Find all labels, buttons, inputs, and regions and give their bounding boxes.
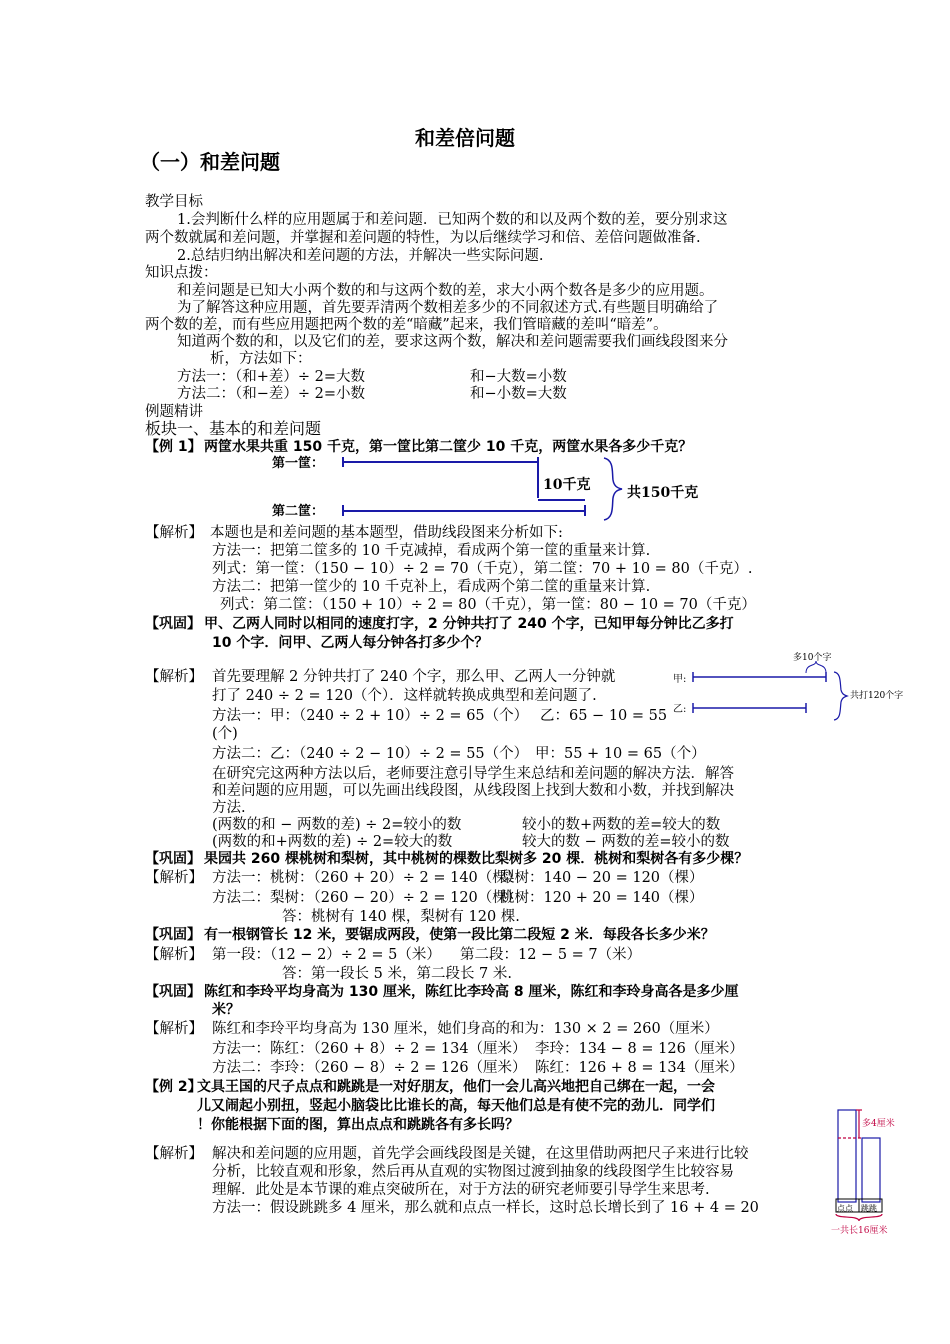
consolidation-4-sol-1: 陈红和李玲平均身高为 130 厘米，她们身高的和为：130 × 2 = 260（厘米） xyxy=(212,1021,719,1037)
example-1-solution-tag: 【解析】 xyxy=(145,525,203,541)
knowledge-p2a: 为了解答这种应用题，首先要弄清两个数相差多少的不同叙述方式.有些题目明确给了 xyxy=(177,300,719,316)
diagram3-tiao-label: 跳跳 xyxy=(861,1204,877,1213)
method-1-small: 和−大数=小数 xyxy=(470,369,567,385)
diagram3-more-label: 多4厘米 xyxy=(862,1119,895,1129)
section-heading: （一）和差问题 xyxy=(140,150,280,174)
example-2-solution-tag: 【解析】 xyxy=(145,1146,203,1162)
consolidation-3-sol-1a: 第一段：（12 − 2）÷ 2 = 5（米） xyxy=(212,947,441,963)
segment-diagram-1 xyxy=(343,457,622,520)
example-2-sol-1: 解决和差问题的应用题，首先学会画线段图是关键，在这里借助两把尺子来进行比较 xyxy=(212,1146,749,1162)
example-1-sol-5: 列式：第二筐：（150 + 10）÷ 2 = 80（千克），第一筐：80 − 10 = 70（千克） xyxy=(220,597,756,613)
consolidation-1-sol-3b: 乙：65 − 10 = 55 xyxy=(540,708,668,724)
example-1-sol-2: 方法一：把第二筐多的 10 千克减掉，看成两个第一筐的重量来计算. xyxy=(212,543,651,559)
consolidation-1-sol-2: 打了 240 ÷ 2 = 120（个）．这样就转换成典型和差问题了. xyxy=(212,688,597,704)
diagram1-diff-label: 10千克 xyxy=(543,477,591,493)
consolidation-1-sol-4b: 甲：55 + 10 = 65（个） xyxy=(535,746,706,762)
goal-line-2: 两个数就属和差问题，并掌握和差问题的特性，为以后继续学习和倍、差倍问题做准备. xyxy=(145,230,701,246)
example-2-q3: ！你能根据下面的图，算出点点和跳跳各有多长吗？ xyxy=(197,1117,519,1133)
examples-heading: 例题精讲 xyxy=(145,404,203,420)
consolidation-1-sol-6: 和差问题的应用题，可以先画出线段图，从线段图上找到大数和小数，并找到解决 xyxy=(212,783,734,799)
consolidation-2-sol-1b: 梨树：140 − 20 = 120（棵） xyxy=(500,870,704,886)
consolidation-1-sol-5: 在研究完这两种方法以后，老师要注意引导学生来总结和差问题的解决方法．解答 xyxy=(212,766,734,782)
goal-heading: 教学目标 xyxy=(145,194,203,210)
consolidation-4-tag: 【巩固】 xyxy=(145,984,201,1000)
consolidation-1-sol-4a: 方法二：乙：（240 ÷ 2 − 10）÷ 2 = 55（个） xyxy=(212,746,529,762)
consolidation-4-sol-3a: 方法二：李玲：（260 − 8）÷ 2 = 126（厘米） xyxy=(212,1060,527,1076)
example-2-q1: 文具王国的尺子点点和跳跳是一对好朋友，他们一会儿高兴地把自己绑在一起，一会 xyxy=(197,1079,715,1095)
block-heading: 板块一、基本的和差问题 xyxy=(145,419,322,438)
consolidation-1-sol-3c: (个) xyxy=(212,726,238,742)
consolidation-4-q1: 陈红和李玲平均身高为 130 厘米，陈红比李玲高 8 厘米，陈红和李玲身高各是多少厘 xyxy=(204,984,739,1000)
consolidation-2-tag: 【巩固】 xyxy=(145,851,201,867)
knowledge-p3b: 析，方法如下： xyxy=(210,351,312,367)
consolidation-4-sol-3b: 陈红：126 + 8 = 134（厘米） xyxy=(535,1060,744,1076)
knowledge-p1: 和差问题是已知大小两个数的和与这两个数的差，求大小两个数各是多少的应用题。 xyxy=(177,283,714,299)
formula-1-right: 较小的数+两数的差=较大的数 xyxy=(522,817,721,833)
example-1-sol-3: 列式：第一筐：（150 − 10）÷ 2 = 70（千克），第二筐：70 + 10 = 80（千克）. xyxy=(212,561,753,577)
consolidation-2-solution-tag: 【解析】 xyxy=(145,870,203,886)
example-2-sol-2: 分析，比较直观和形象，然后再从直观的实物图过渡到抽象的线段图学生比较容易 xyxy=(212,1164,734,1180)
consolidation-1-sol-3a: 方法一：甲：（240 ÷ 2 + 10）÷ 2 = 65（个） xyxy=(212,708,529,724)
consolidation-1-q1: 甲、乙两人同时以相同的速度打字，2 分钟共打了 240 个字，已知甲每分钟比乙多打 xyxy=(204,616,734,632)
example-1-sol-4: 方法二：把第一筐少的 10 千克补上，看成两个第二筐的重量来计算. xyxy=(212,579,651,595)
consolidation-1-solution-tag: 【解析】 xyxy=(145,669,203,685)
consolidation-2-answer: 答：桃树有 140 棵，梨树有 120 棵. xyxy=(282,909,520,925)
consolidation-3-solution-tag: 【解析】 xyxy=(145,947,203,963)
example-1-sol-1: 本题也是和差问题的基本题型，借助线段图来分析如下: xyxy=(210,525,563,541)
method-2-small: 方法二：（和−差）÷ 2=小数 xyxy=(177,386,366,402)
example-2-sol-3: 理解．此处是本节课的难点突破所在，对于方法的研究老师要引导学生来思考. xyxy=(212,1182,710,1198)
consolidation-4-solution-tag: 【解析】 xyxy=(145,1021,203,1037)
consolidation-2-question: 果园共 260 棵桃树和梨树，其中桃树的棵数比梨树多 20 棵．桃树和梨树各有多少棵？ xyxy=(204,851,749,867)
example-2-q2: 儿又闹起小别扭，竖起小脑袋比比谁长的高，每天他们总是有使不完的劲儿．同学们 xyxy=(197,1098,715,1114)
example-2-tag: 【例 2】 xyxy=(145,1079,202,1095)
consolidation-1-sol-7: 方法. xyxy=(212,800,246,816)
formula-1-left: (两数的和 − 两数的差) ÷ 2=较小的数 xyxy=(212,817,462,833)
consolidation-1-q2: 10 个字．问甲、乙两人每分钟各打多少个？ xyxy=(212,635,489,651)
diagram1-total-label: 共150千克 xyxy=(627,485,699,501)
goal-line-3: 2.总结归纳出解决和差问题的方法，并解决一些实际问题. xyxy=(177,248,544,264)
method-1-big: 方法一：（和+差）÷ 2=大数 xyxy=(177,369,366,385)
diagram2-more-label: 多10个字 xyxy=(793,653,832,663)
consolidation-4-sol-2b: 李玲：134 − 8 = 126（厘米） xyxy=(535,1041,744,1057)
knowledge-p3a: 知道两个数的和，以及它们的差，要求这两个数，解决和差问题需要我们画线段图来分 xyxy=(177,334,728,350)
example-1-tag: 【例 1】 xyxy=(145,439,202,455)
diagram2-yi-label: 乙: xyxy=(673,704,687,715)
consolidation-1-sol-1: 首先要理解 2 分钟共打了 240 个字，那么甲、乙两人一分钟就 xyxy=(212,669,616,685)
consolidation-2-sol-2b: 桃树：120 + 20 = 140（棵） xyxy=(500,890,704,906)
diagram1-first-label: 第一筐： xyxy=(272,456,325,471)
formula-2-right: 较大的数 − 两数的差=较小的数 xyxy=(522,834,730,850)
consolidation-3-question: 有一根钢管长 12 米，要锯成两段，使第一段比第二段短 2 米．每段各长多少米？ xyxy=(204,927,715,943)
formula-2-left: (两数的和+两数的差) ÷ 2=较大的数 xyxy=(212,834,453,850)
diagram3-dian-label: 点点 xyxy=(837,1204,853,1213)
segment-diagram-2 xyxy=(693,661,847,720)
consolidation-4-q2: 米？ xyxy=(212,1002,240,1018)
diagram2-jia-label: 甲: xyxy=(673,674,687,685)
example-2-sol-4: 方法一：假设跳跳多 4 厘米，那么就和点点一样长，这时总长增长到了 16 + 4 = 20 xyxy=(212,1200,759,1216)
diagram1-second-label: 第二筐： xyxy=(272,504,325,519)
consolidation-3-answer: 答：第一段长 5 米，第二段长 7 米. xyxy=(282,966,512,982)
consolidation-2-sol-2a: 方法二：梨树：（260 − 20）÷ 2 = 120（棵） xyxy=(212,890,522,906)
consolidation-1-tag: 【巩固】 xyxy=(145,616,201,632)
consolidation-3-sol-1b: 第二段：12 − 5 = 7（米） xyxy=(460,947,642,963)
consolidation-3-tag: 【巩固】 xyxy=(145,927,201,943)
diagram2-total-label: 共打120个字 xyxy=(850,691,904,701)
goal-line-1: 1.会判断什么样的应用题属于和差问题．已知两个数的和以及两个数的差，要分别求这 xyxy=(177,212,728,228)
knowledge-heading: 知识点拨： xyxy=(145,265,218,281)
example-1-question: 两筐水果共重 150 千克，第一筐比第二筐少 10 千克，两筐水果各多少千克？ xyxy=(204,439,693,455)
page-title: 和差倍问题 xyxy=(415,126,515,150)
consolidation-2-sol-1a: 方法一：桃树：（260 + 20）÷ 2 = 140（棵） xyxy=(212,870,522,886)
knowledge-p2b: 两个数的差，而有些应用题把两个数的差“暗藏”起来，我们管暗藏的差叫“暗差”。 xyxy=(145,317,668,333)
diagram3-total-label: 一共长16厘米 xyxy=(831,1226,888,1236)
method-2-big: 和−小数=大数 xyxy=(470,386,567,402)
ruler-diagram xyxy=(836,1110,882,1221)
consolidation-4-sol-2a: 方法一：陈红：（260 + 8）÷ 2 = 134（厘米） xyxy=(212,1041,527,1057)
